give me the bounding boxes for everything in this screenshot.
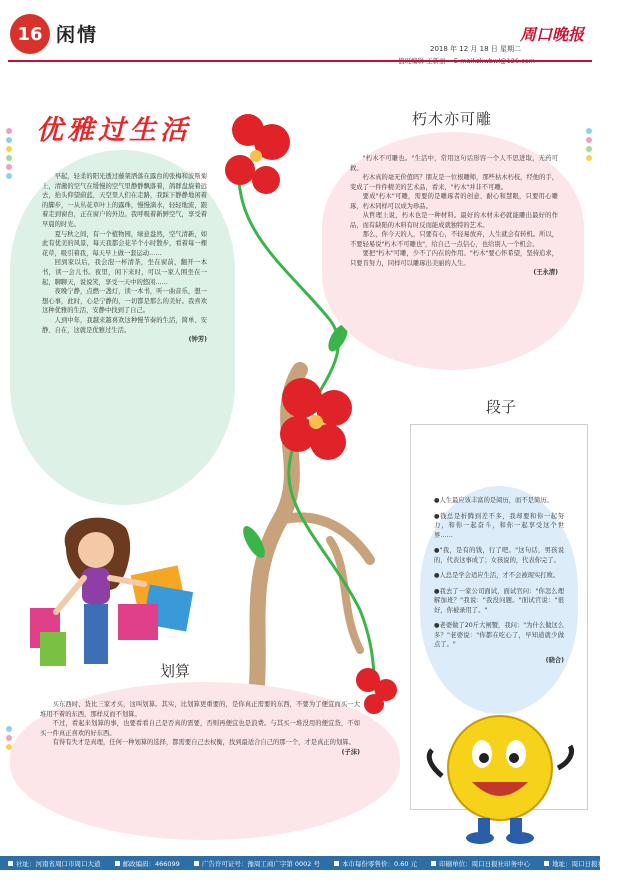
paragraph: 早起，轻柔的阳光透过藤架洒落在露台的张梅和波斯菊上，清澈的空气在缓慢的空气里静静飘落着，鸽群盘旋着远去，抬头仰望蔚蓝，天空里人们在走路，我踩下静静地闲着的脚步，一从丛花草叶上的露珠，慢慢滴水，轻轻地流，跟着走到窗台，正在窗户的外边。我呼吸着新鲜空气，享受着早晨的时光。 bbox=[42, 173, 207, 228]
date-line: 2018 年 12 月 18 日 星期二 bbox=[430, 45, 521, 53]
joke-item: ●"我，是有的钱，行了吧。"这句话，男孩说的，代表这事成了；女孩说的，代表你完了。 bbox=[434, 547, 564, 564]
left-dots-icon bbox=[6, 128, 14, 182]
footer-address: 社址：河南省周口市周口大道 bbox=[8, 859, 101, 868]
article-jokes-title: 段子 bbox=[486, 398, 517, 416]
paragraph: 人到中年，我越来越喜欢这种慢节奏的生活，简单、安静、自在，这就是优雅过生活。 bbox=[42, 316, 207, 334]
footer-printer: 印刷单位：周口日报社印务中心 bbox=[431, 859, 530, 868]
footer-ad-license: 广告许可证号：豫周工商广字第 0002 号 bbox=[194, 859, 320, 868]
right-dots-icon bbox=[586, 128, 594, 164]
article-wood-body bbox=[350, 154, 558, 278]
article-planning-title: 划算 bbox=[160, 662, 191, 680]
article-elegant-body bbox=[42, 172, 207, 345]
article-elegant-title: 优雅过生活 bbox=[36, 115, 191, 146]
article-planning-author: (子沫) bbox=[341, 748, 360, 756]
smiley-ball-icon bbox=[420, 706, 580, 846]
footer-price: 本市每份零售价：0.60 元 bbox=[334, 859, 417, 868]
article-wood-title: 朽木亦可雕 bbox=[412, 110, 493, 128]
joke-item: ●我去了一家公司面试，面试官问："你怎么理解加班？"我说："我没问题。"面试官说："很好，你被录用了。" bbox=[434, 587, 564, 614]
article-jokes-body bbox=[434, 496, 564, 665]
joke-item: ●钱总是折腾到差不多，我却要和你一起努力，和你一起奋斗，和你一起享受这个世界…… bbox=[434, 512, 564, 539]
paragraph: 朽木真的毫无价值吗？朋友是一位根雕师，那些枯木朽枝，经他的手，变成了一件件精美的艺术品，看来，"朽木"并非不可雕。 bbox=[350, 174, 558, 191]
paragraph: 买东西时，货比三家才买，这叫划算。其实，比划算更重要的，是你真正需要的东西，不要为了便宜而买一大堆用不着的东西，那样反而不划算。 bbox=[40, 701, 360, 718]
footer-postcode: 邮政编码：466099 bbox=[115, 859, 180, 868]
footer-bar bbox=[0, 856, 617, 870]
header-divider bbox=[8, 60, 592, 62]
page-number-badge bbox=[10, 14, 50, 54]
paragraph: "朽木不可雕也。"生活中，常用这句话形容一个人不思进取，无药可救。 bbox=[350, 155, 558, 172]
paragraph: 不过，看起来划算的事，也要看看自己是否真的需要，否则再便宜也是浪费。与其买一堆没用的便宜货，不如买一件真正喜欢的好东西。 bbox=[40, 720, 360, 737]
newspaper-brand: 周口晚报 bbox=[520, 25, 585, 44]
page-number: 16 bbox=[17, 23, 43, 45]
paragraph: 那么，你今天的人，只要有心，不轻易放弃，人生就会有转机。所以，不要轻易说"朽木不可雕也"，给自己一点信心，也给别人一个机会。 bbox=[350, 231, 558, 248]
paragraph: 要把"朽木"可雕，少不了内在的作用。"朽木"要心怀希望，坚持追求，只要肯努力，同样可以雕琢出美丽的人生。 bbox=[350, 250, 558, 267]
paragraph: 回到家以后，我会泡一杯清茶，坐在窗前，翻开一本书，读一会儿书。夜里，闲下来时，可以一家人围坐在一起，聊聊天，说说笑，享受一天中的悠闲…… bbox=[42, 259, 207, 286]
paragraph: 从哲理上说，朽木也是一种材料。最好的木材未必就能雕出最好的作品，而有缺陷的木料有时反而能成就独特的艺术。 bbox=[350, 212, 558, 229]
paragraph: 夜晚宁静，点燃一盏灯，读一本书，听一曲音乐，想一想心事，此时，心是宁静的，一切都是那么的美好。我喜欢这种优雅的生活，安静中找到了自己。 bbox=[42, 288, 207, 315]
article-jokes-author: (晓合) bbox=[545, 656, 564, 664]
joke-item: ●人总是学会适应生活，才不会被现实打败。 bbox=[434, 572, 560, 579]
paragraph: 要成"朽木"可雕，需要的是雕琢者的创意、耐心和慧眼，只要用心雕琢，朽木同样可以成为珍品。 bbox=[350, 193, 558, 210]
article-elegant-author: (钟芳) bbox=[188, 336, 207, 344]
paragraph: 夏与秋之间，有一个植物园，绿意盎然，空气清新，如此有优美的风景，每天我都会花半个小时散步，看着每一棵花草，吸引着我，每天早上做一套运动…… bbox=[42, 230, 207, 257]
article-wood-author: (王永清) bbox=[533, 269, 558, 276]
joke-item: ●人生最应该丰富的是阅历，而不是简历。 bbox=[434, 497, 553, 504]
footer-printer-address: 地址：周口日报社院内 bbox=[544, 859, 617, 868]
paragraph: 有得有失才是真理，任何一种划算的选择，都需要自己去权衡，找到最适合自己的那一个，才是真正的划算。 bbox=[52, 739, 355, 747]
section-name: 闲情 bbox=[56, 24, 99, 46]
article-planning-body bbox=[40, 700, 360, 758]
joke-item: ●老婆做了20斤大闸蟹，我问："为什么做这么多？"老婆说："你都在吃心了，早知道就少做点了。" bbox=[434, 622, 564, 648]
